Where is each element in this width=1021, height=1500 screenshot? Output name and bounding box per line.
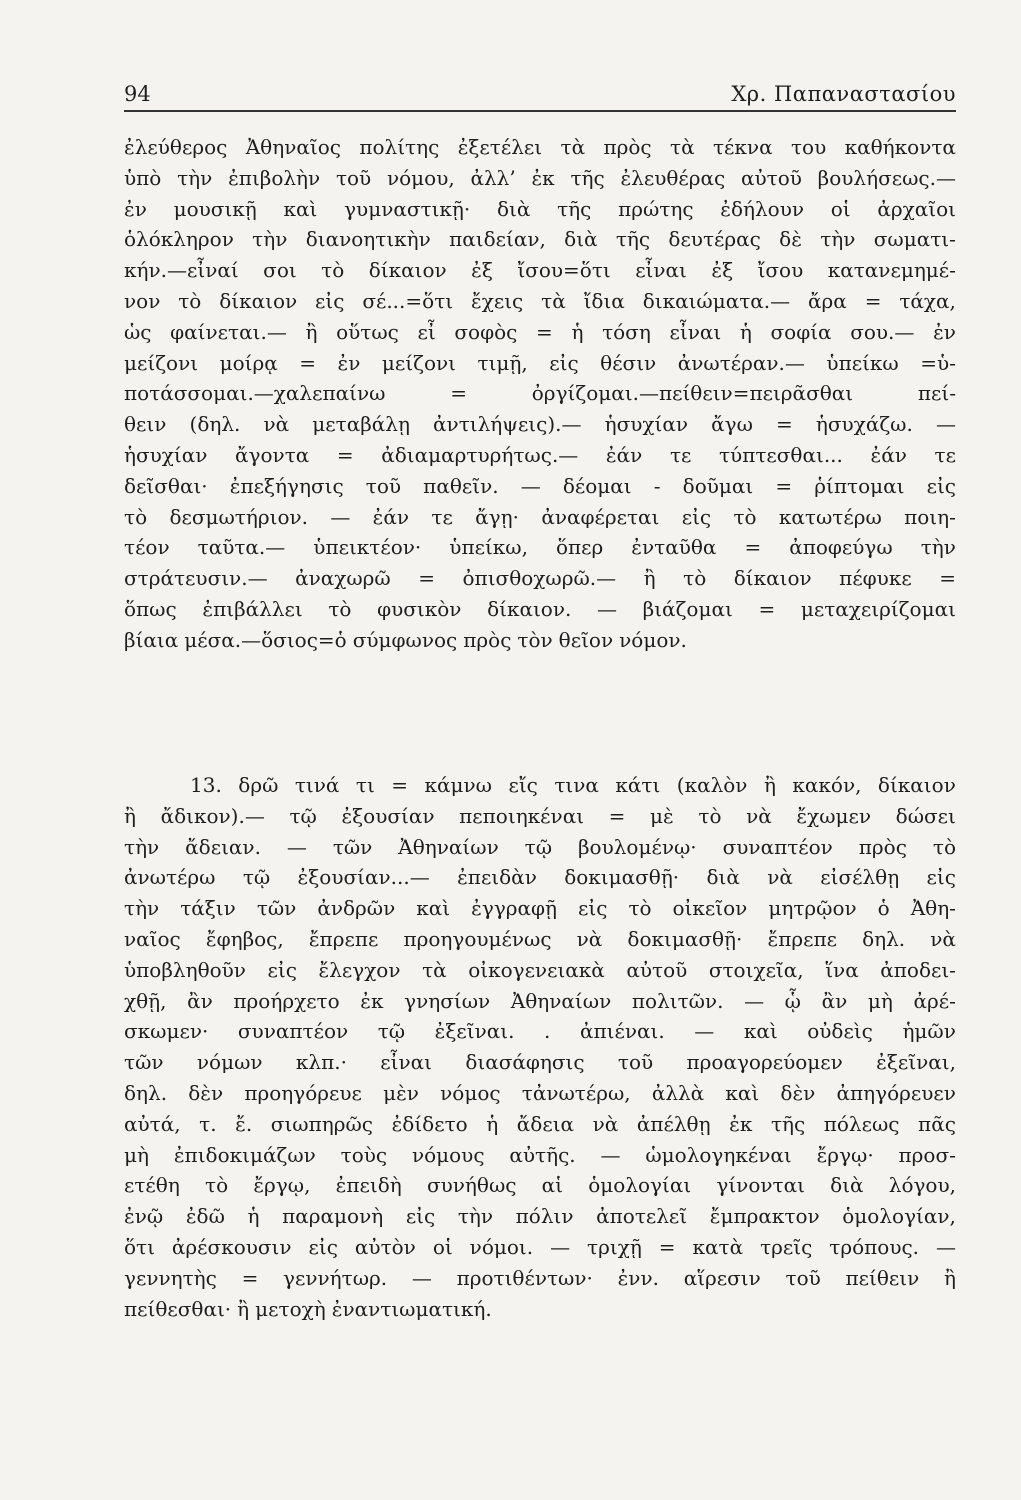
- commentary-paragraph-13: [124, 770, 956, 1324]
- text-line: τὴν ἄδειαν. — τῶν Ἀθηναίων τῷ βουλομένῳ· συναπτέον πρὸς τὸ: [124, 834, 956, 859]
- text-line: ἀνωτέρω τῷ ἐξουσίαν...— ἐπειδὰν δοκιμασθῇ· διὰ νὰ εἰσέλθῃ εἰς: [124, 865, 956, 890]
- text-line: βίαια μέσα.—ὅσιος=ὁ σύμφωνος πρὸς τὸν θεῖον νόμον.: [124, 627, 687, 652]
- text-line: τῶν νόμων κλπ.· εἶναι διασάφησις τοῦ προαγορεύομεν ἐξεῖναι,: [124, 1050, 956, 1075]
- commentary-paragraph-1: [124, 132, 956, 656]
- text-line: θειν (δηλ. νὰ μεταβάλῃ ἀντιλήψεις).— ἡσυχίαν ἄγω = ἡσυχάζω. —: [124, 412, 956, 437]
- text-line: ἐνῷ ἐδῶ ἡ παραμονὴ εἰς τὴν πόλιν ἀποτελεῖ ἔμπρακτον ὁμολογίαν,: [124, 1204, 956, 1229]
- text-line: ὑποβληθοῦν εἰς ἔλεγχον τὰ οἰκογενειακὰ αὐτοῦ στοιχεῖα, ἵνα ἀποδει-: [124, 957, 956, 982]
- running-head: Χρ. Παπαναστασίου: [731, 82, 956, 106]
- text-line: κήν.—εἶναί σοι τὸ δίκαιον ἐξ ἴσου=ὅτι εἶναι ἐξ ἴσου κατανεμημέ-: [124, 258, 956, 283]
- text-line: χθῇ, ἂν προήρχετο ἐκ γνησίων Ἀθηναίων πολιτῶν. — ᾧ ἂν μὴ ἀρέ-: [124, 988, 956, 1013]
- text-line: ποτάσσομαι.—χαλεπαίνω = ὀργίζομαι.—πείθειν=πειρᾶσθαι πεί-: [124, 381, 956, 406]
- text-line: αὐτά, τ. ἔ. σιωπηρῶς ἐδίδετο ἡ ἄδεια νὰ ἀπέλθῃ ἐκ τῆς πόλεως πᾶς: [124, 1111, 956, 1136]
- text-line: ὑπὸ τὴν ἐπιβολὴν τοῦ νόμου, ἀλλ’ ἐκ τῆς ἐλευθέρας αὐτοῦ βουλήσεως.—: [124, 165, 956, 190]
- page-header: [124, 80, 956, 112]
- text-line: ὅτι ἀρέσκουσιν εἰς αὐτὸν οἱ νόμοι. — τριχῇ = κατὰ τρεῖς τρόπους. —: [124, 1234, 956, 1259]
- text-line: πείθεσθαι· ἢ μετοχὴ ἐναντιωματική.: [124, 1296, 492, 1321]
- text-line: ἡσυχίαν ἄγοντα = ἀδιαμαρτυρήτως.— ἐάν τε τύπτεσθαι... ἐάν τε: [124, 442, 956, 467]
- text-line: δεῖσθαι· ἐπεξήγησις τοῦ παθεῖν. — δέομαι - δοῦμαι = ῥίπτομαι εἰς: [124, 473, 956, 498]
- text-line: τὴν τάξιν τῶν ἀνδρῶν καὶ ἐγγραφῇ εἰς τὸ οἰκεῖον μητρῷον ὁ Ἀθη-: [124, 896, 956, 921]
- text-line: στράτευσιν.— ἀναχωρῶ = ὀπισθοχωρῶ.— ἢ τὸ δίκαιον πέφυκε =: [124, 566, 956, 591]
- text-line: δηλ. δὲν προηγόρευε μὲν νόμος τἀνωτέρω, ἀλλὰ καὶ δὲν ἀπηγόρευεν: [124, 1080, 956, 1105]
- text-line: ἐν μουσικῇ καὶ γυμναστικῇ· διὰ τῆς πρώτης ἐδήλουν οἱ ἀρχαῖοι: [124, 196, 956, 221]
- text-line: νον τὸ δίκαιον εἰς σέ...=ὅτι ἔχεις τὰ ἴδια δικαιώματα.— ἄρα = τάχα,: [124, 288, 956, 313]
- text-line: σκωμεν· συναπτέον τῷ ἐξεῖναι. . ἀπιέναι. — καὶ οὐδεὶς ἡμῶν: [124, 1019, 956, 1044]
- text-line: τέον ταῦτα.— ὑπεικτέον· ὑπείκω, ὅπερ ἐνταῦθα = ἀποφεύγω τὴν: [124, 535, 956, 560]
- text-line: μὴ ἐπιδοκιμάζων τοὺς νόμους αὐτῆς. — ὡμολογηκέναι ἔργῳ· προσ-: [124, 1142, 956, 1167]
- text-line: ὁλόκληρον τὴν διανοητικὴν παιδείαν, διὰ τῆς δευτέρας δὲ τὴν σωματι-: [124, 227, 956, 252]
- text-line: μείζονι μοίρᾳ = ἐν μείζονι τιμῇ, εἰς θέσιν ἀνωτέραν.— ὑπείκω =ὑ-: [124, 350, 956, 375]
- page-number: 94: [124, 82, 151, 106]
- text-line: γεννητὴς = γεννήτωρ. — προτιθέντων· ἐνν. αἵρεσιν τοῦ πείθειν ἢ: [124, 1265, 956, 1290]
- text-line: ὡς φαίνεται.— ἢ οὕτως εἶ σοφὸς = ἡ τόση εἶναι ἡ σοφία σου.— ἐν: [124, 319, 956, 344]
- text-line: ἢ ἄδικον).— τῷ ἐξουσίαν πεποιηκέναι = μὲ τὸ νὰ ἔχωμεν δώσει: [124, 803, 956, 828]
- text-line: τὸ δεσμωτήριον. — ἐάν τε ἄγῃ· ἀναφέρεται εἰς τὸ κατωτέρω ποιη-: [124, 504, 956, 529]
- text-line: 13. δρῶ τινά τι = κάμνω εἴς τινα κάτι (καλὸν ἢ κακόν, δίκαιον: [190, 773, 956, 797]
- text-line: ὅπως ἐπιβάλλει τὸ φυσικὸν δίκαιον. — βιάζομαι = μεταχειρίζομαι: [124, 596, 956, 621]
- text-line: ετέθη τὸ ἔργῳ, ἐπειδὴ συνήθως αἱ ὁμολογίαι γίνονται διὰ λόγου,: [124, 1173, 956, 1198]
- text-line: ναῖος ἔφηβος, ἔπρεπε προηγουμένως νὰ δοκιμασθῇ· ἔπρεπε δηλ. νὰ: [124, 926, 956, 951]
- text-line: ἐλεύθερος Ἀθηναῖος πολίτης ἐξετέλει τὰ πρὸς τὰ τέκνα του καθήκοντα: [124, 135, 956, 159]
